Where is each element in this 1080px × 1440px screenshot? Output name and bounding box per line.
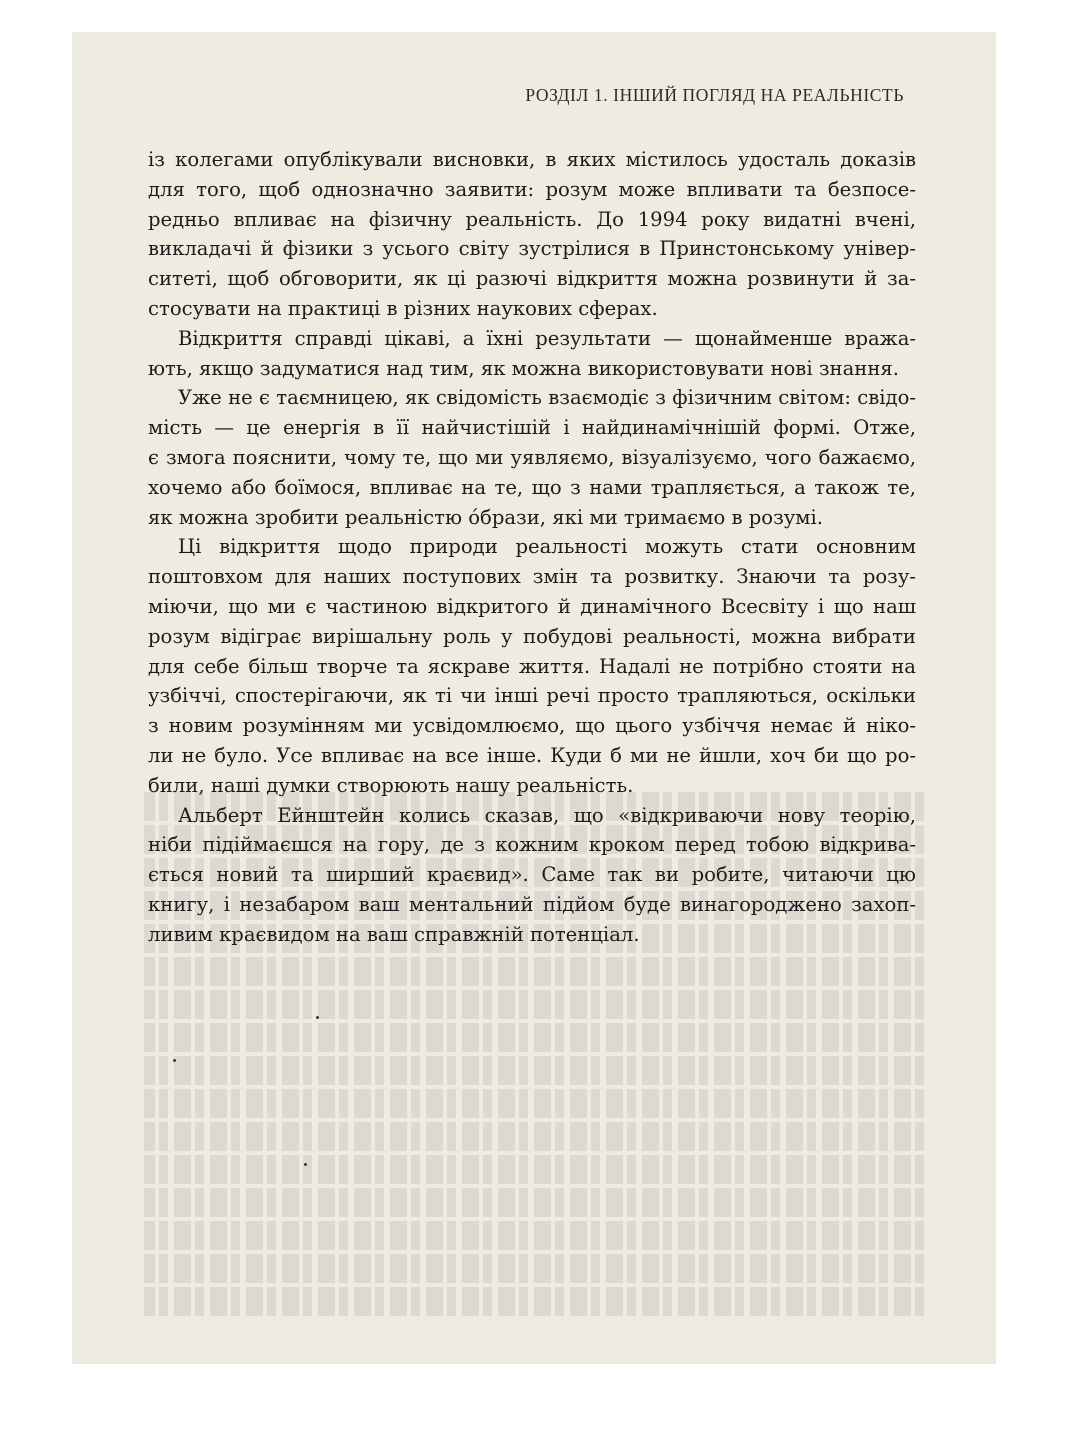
text-line: як можна зробити реальністю óбрази, які ми тримаємо в розумі. — [148, 505, 824, 529]
text-line: із колегами опублікували висновки, в яких містилось удосталь доказів — [148, 148, 916, 171]
paper-speck — [304, 1163, 307, 1166]
text-line: книгу, і незабаром ваш ментальний підйом буде винагороджено захоп- — [148, 892, 916, 916]
text-line: мість — це енергія в її найчистішій і найдинамічнішій формі. Отже, — [148, 416, 916, 440]
text-line: Відкриття справді цікаві, а їхні результати — щонайменше вража- — [178, 326, 916, 350]
text-line: для того, щоб однозначно заявити: розум може впливати та безпосе- — [148, 177, 916, 201]
text-line: Альберт Ейнштейн колись сказав, що «відкриваючи нову теорію, — [178, 803, 916, 827]
text-line: розум відіграє вирішальну роль у побудові реальності, можна вибрати — [148, 624, 916, 648]
book-page — [72, 32, 996, 1364]
text-line: ливим краєвидом на ваш справжній потенціал. — [148, 922, 640, 946]
text-line: поштовхом для наших поступових змін та розвитку. Знаючи та розу- — [148, 565, 916, 589]
text-line: били, наші думки створюють нашу реальність. — [148, 773, 634, 797]
body-text — [148, 145, 916, 950]
text-line: ли не було. Усе впливає на все інше. Куди б ми не йшли, хоч би що ро- — [148, 743, 916, 767]
running-head: РОЗДІЛ 1. ІНШИЙ ПОГЛЯД НА РЕАЛЬНІСТЬ — [525, 85, 904, 105]
text-line: для себе більш творче та яскраве життя. Надалі не потрібно стояти на — [148, 654, 916, 678]
paper-speck — [173, 1059, 176, 1062]
text-line: Уже не є таємницею, як свідомість взаємодіє з фізичним світом: свідо- — [178, 386, 916, 410]
text-line: є змога пояснити, чому те, що ми уявляємо, візуалізуємо, чого бажаємо, — [148, 445, 916, 469]
text-line: редньо впливає на фізичну реальність. До 1994 року видатні вчені, — [148, 207, 916, 231]
text-line: викладачі й фізики з усього світу зустрілися в Принстонському універ- — [148, 237, 916, 261]
text-line: узбіччі, спостерігаючи, як ті чи інші речі просто трапляються, оскільки — [148, 684, 916, 708]
text-line: міючи, що ми є частиною відкритого й динамічного Всесвіту і що наш — [148, 594, 916, 618]
text-line: Ці відкриття щодо природи реальності можуть стати основним — [178, 535, 916, 559]
text-line: ється новий та ширший краєвид». Саме так ви робите, читаючи цю — [148, 863, 916, 887]
text-line: з новим розумінням ми усвідомлюємо, що цього узбіччя немає й ніко- — [148, 714, 916, 738]
text-line: ситеті, щоб обговорити, як ці разючі відкриття можна розвинути й за- — [148, 267, 916, 291]
paper-speck — [316, 1016, 319, 1019]
text-line: ють, якщо задуматися над тим, як можна використовувати нові знання. — [148, 356, 899, 380]
text-line: стосувати на практиці в різних наукових сферах. — [148, 296, 658, 320]
text-line: ніби підіймаєшся на гору, де з кожним кроком перед тобою відкрива- — [148, 833, 916, 857]
text-line: хочемо або боїмося, впливає на те, що з нами трапляється, а також те, — [148, 475, 916, 499]
